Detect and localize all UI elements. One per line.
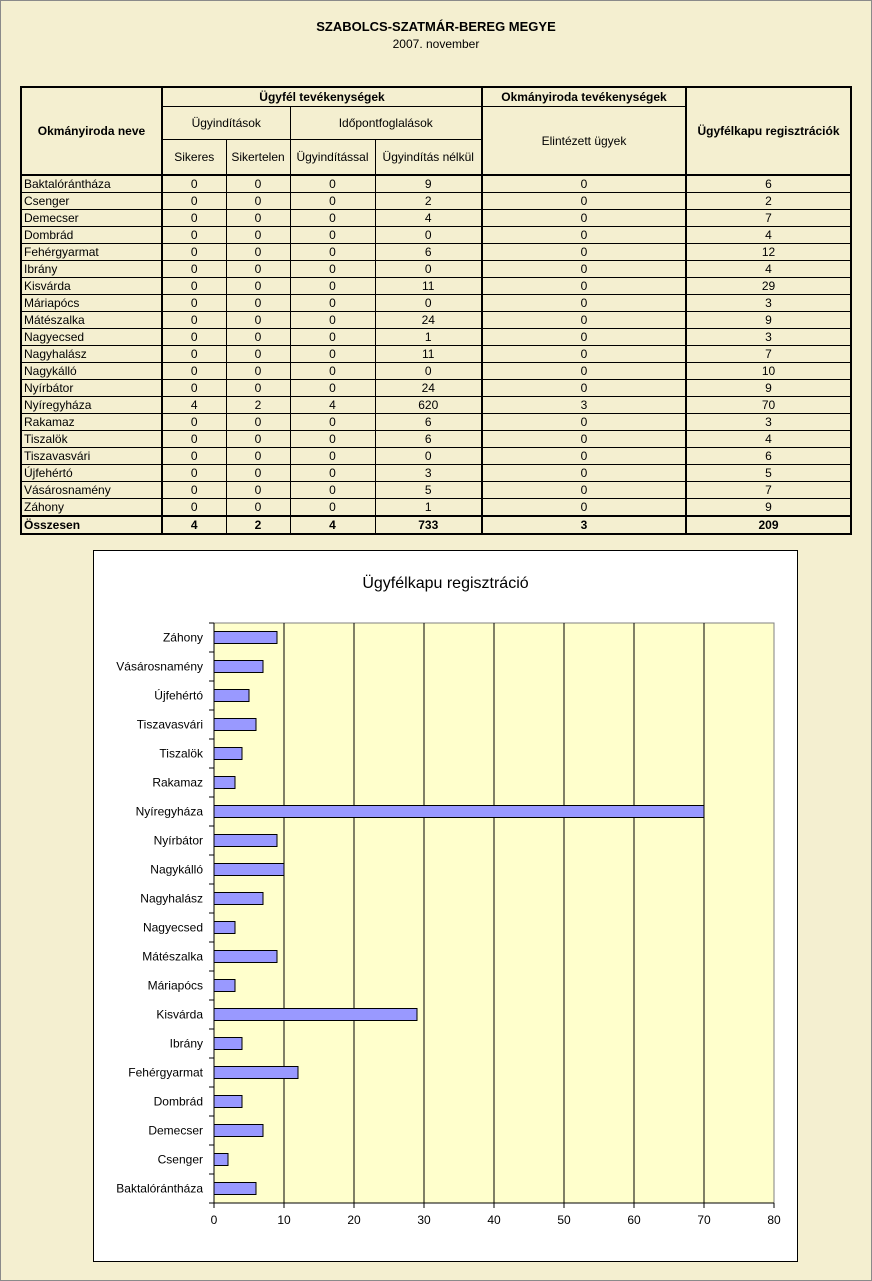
- value-cell: 4: [375, 210, 482, 227]
- header-with-initiation: Ügyindítással: [290, 140, 375, 176]
- value-cell: 0: [162, 295, 226, 312]
- table-row: [21, 329, 851, 346]
- value-cell: 0: [290, 346, 375, 363]
- y-category-label: Záhony: [162, 630, 203, 645]
- value-cell: 9: [686, 380, 851, 397]
- value-cell: 3: [686, 329, 851, 346]
- header-client-activities: Ügyfél tevékenységek: [162, 87, 482, 107]
- bar: [214, 806, 704, 818]
- y-category-label: Nyírbátor: [153, 833, 203, 848]
- y-category-label: Nyíregyháza: [135, 804, 203, 819]
- value-cell: 0: [226, 278, 290, 295]
- office-name-cell: Záhony: [21, 499, 162, 517]
- total-row: [21, 516, 851, 534]
- value-cell: 0: [162, 346, 226, 363]
- value-cell: 0: [226, 295, 290, 312]
- value-cell: 0: [226, 227, 290, 244]
- value-cell: 0: [162, 329, 226, 346]
- value-cell: 4: [686, 431, 851, 448]
- header-initiations: Ügyindítások: [162, 107, 290, 140]
- value-cell: 0: [162, 465, 226, 482]
- page-subtitle: 2007. november: [392, 37, 480, 51]
- value-cell: 0: [162, 312, 226, 329]
- bar: [214, 951, 277, 963]
- value-cell: 24: [375, 380, 482, 397]
- y-category-label: Csenger: [157, 1152, 203, 1167]
- value-cell: 6: [686, 175, 851, 193]
- value-cell: 9: [375, 175, 482, 193]
- value-cell: 0: [375, 295, 482, 312]
- value-cell: 7: [686, 482, 851, 499]
- statistics-table: [20, 86, 852, 535]
- y-category-label: Tiszavasvári: [136, 717, 203, 732]
- y-category-label: Nagyhalász: [140, 891, 203, 906]
- value-cell: 0: [162, 380, 226, 397]
- page-title: SZABOLCS-SZATMÁR-BEREG MEGYE: [316, 19, 556, 34]
- value-cell: 0: [482, 295, 686, 312]
- table-row: [21, 363, 851, 380]
- value-cell: 0: [482, 380, 686, 397]
- y-category-label: Dombrád: [153, 1094, 203, 1109]
- y-category-label: Mátészalka: [142, 949, 203, 964]
- table-row: [21, 482, 851, 499]
- y-category-label: Ibrány: [169, 1036, 203, 1051]
- value-cell: 0: [226, 431, 290, 448]
- x-tick-label: 50: [557, 1213, 571, 1227]
- value-cell: 2: [226, 397, 290, 414]
- office-name-cell: Baktalórántháza: [21, 175, 162, 193]
- bar: [214, 661, 263, 673]
- value-cell: 6: [686, 448, 851, 465]
- table-row: [21, 278, 851, 295]
- value-cell: 0: [290, 499, 375, 517]
- header-without-initiation: Ügyindítás nélkül: [375, 140, 482, 176]
- bar: [214, 893, 263, 905]
- office-name-cell: Nyírbátor: [21, 380, 162, 397]
- value-cell: 0: [162, 227, 226, 244]
- value-cell: 0: [482, 431, 686, 448]
- value-cell: 7: [686, 346, 851, 363]
- value-cell: 4: [686, 261, 851, 278]
- bar: [214, 1009, 417, 1021]
- value-cell: 0: [290, 465, 375, 482]
- x-tick-label: 0: [210, 1213, 218, 1227]
- y-category-label: Kisvárda: [156, 1007, 203, 1022]
- value-cell: 9: [686, 312, 851, 329]
- office-name-cell: Összesen: [21, 516, 162, 534]
- value-cell: 0: [482, 363, 686, 380]
- table-row: [21, 431, 851, 448]
- value-cell: 0: [226, 175, 290, 193]
- x-tick-label: 10: [277, 1213, 291, 1227]
- office-name-cell: Nagyecsed: [21, 329, 162, 346]
- value-cell: 5: [686, 465, 851, 482]
- value-cell: 0: [290, 261, 375, 278]
- value-cell: 0: [482, 414, 686, 431]
- value-cell: 0: [226, 380, 290, 397]
- value-cell: 0: [482, 193, 686, 210]
- y-category-label: Baktalórántháza: [116, 1181, 203, 1196]
- value-cell: 0: [482, 482, 686, 499]
- office-name-cell: Tiszavasvári: [21, 448, 162, 465]
- value-cell: 0: [482, 227, 686, 244]
- header-settled-cases: Elintézett ügyek: [482, 107, 686, 176]
- value-cell: 0: [290, 448, 375, 465]
- value-cell: 3: [482, 516, 686, 534]
- value-cell: 0: [290, 482, 375, 499]
- value-cell: 0: [162, 499, 226, 517]
- office-name-cell: Vásárosnamény: [21, 482, 162, 499]
- value-cell: 0: [162, 482, 226, 499]
- value-cell: 1: [375, 499, 482, 517]
- office-name-cell: Nagykálló: [21, 363, 162, 380]
- x-tick-label: 40: [487, 1213, 501, 1227]
- office-name-cell: Csenger: [21, 193, 162, 210]
- table-row: [21, 227, 851, 244]
- bar: [214, 1125, 263, 1137]
- value-cell: 0: [375, 363, 482, 380]
- bar: [214, 719, 256, 731]
- bar: [214, 690, 249, 702]
- value-cell: 9: [686, 499, 851, 517]
- value-cell: 0: [290, 175, 375, 193]
- value-cell: 0: [290, 210, 375, 227]
- value-cell: 0: [482, 175, 686, 193]
- bar: [214, 1183, 256, 1195]
- value-cell: 0: [290, 278, 375, 295]
- office-name-cell: Dombrád: [21, 227, 162, 244]
- header-registrations: Ügyfélkapu regisztrációk: [686, 87, 851, 175]
- value-cell: 0: [290, 431, 375, 448]
- value-cell: 12: [686, 244, 851, 261]
- value-cell: 1: [375, 329, 482, 346]
- y-category-label: Vásárosnamény: [116, 659, 203, 674]
- header-office-activities: Okmányiroda tevékenységek: [482, 87, 686, 107]
- value-cell: 2: [686, 193, 851, 210]
- table-row: [21, 414, 851, 431]
- bar: [214, 1096, 242, 1108]
- value-cell: 0: [290, 329, 375, 346]
- value-cell: 4: [162, 516, 226, 534]
- value-cell: 4: [686, 227, 851, 244]
- bar: [214, 980, 235, 992]
- value-cell: 0: [162, 261, 226, 278]
- bar: [214, 1067, 298, 1079]
- office-name-cell: Fehérgyarmat: [21, 244, 162, 261]
- table-row: [21, 312, 851, 329]
- value-cell: 0: [375, 448, 482, 465]
- value-cell: 2: [226, 516, 290, 534]
- table-row: [21, 380, 851, 397]
- table-row: [21, 210, 851, 227]
- bar: [214, 777, 235, 789]
- table-row: [21, 448, 851, 465]
- office-name-cell: Ibrány: [21, 261, 162, 278]
- table-row: [21, 499, 851, 517]
- bar: [214, 922, 235, 934]
- value-cell: 4: [290, 397, 375, 414]
- value-cell: 0: [226, 482, 290, 499]
- y-category-label: Nagyecsed: [142, 920, 203, 935]
- y-category-label: Tiszalök: [159, 746, 203, 761]
- value-cell: 620: [375, 397, 482, 414]
- value-cell: 3: [686, 295, 851, 312]
- value-cell: 0: [226, 363, 290, 380]
- value-cell: 0: [290, 193, 375, 210]
- value-cell: 2: [375, 193, 482, 210]
- value-cell: 0: [226, 312, 290, 329]
- value-cell: 0: [290, 414, 375, 431]
- value-cell: 0: [226, 414, 290, 431]
- value-cell: 0: [162, 193, 226, 210]
- value-cell: 0: [482, 346, 686, 363]
- value-cell: 11: [375, 346, 482, 363]
- chart-panel: [93, 550, 798, 1262]
- value-cell: 70: [686, 397, 851, 414]
- x-tick-label: 70: [697, 1213, 711, 1227]
- value-cell: 209: [686, 516, 851, 534]
- value-cell: 0: [290, 312, 375, 329]
- value-cell: 0: [162, 210, 226, 227]
- value-cell: 0: [162, 363, 226, 380]
- y-category-label: Máriapócs: [147, 978, 203, 993]
- value-cell: 10: [686, 363, 851, 380]
- y-category-label: Fehérgyarmat: [128, 1065, 203, 1080]
- value-cell: 0: [482, 312, 686, 329]
- table-row: [21, 295, 851, 312]
- office-name-cell: Demecser: [21, 210, 162, 227]
- value-cell: 0: [482, 499, 686, 517]
- value-cell: 0: [290, 295, 375, 312]
- table-row: [21, 346, 851, 363]
- value-cell: 0: [162, 431, 226, 448]
- table-row: [21, 465, 851, 482]
- value-cell: 0: [226, 261, 290, 278]
- x-tick-label: 80: [767, 1213, 781, 1227]
- value-cell: 4: [162, 397, 226, 414]
- y-category-label: Nagykálló: [150, 862, 203, 877]
- bar: [214, 748, 242, 760]
- value-cell: 733: [375, 516, 482, 534]
- value-cell: 0: [482, 210, 686, 227]
- header-appointments: Időpontfoglalások: [290, 107, 482, 140]
- table-row: [21, 261, 851, 278]
- bar: [214, 1038, 242, 1050]
- value-cell: 5: [375, 482, 482, 499]
- value-cell: 0: [162, 244, 226, 261]
- value-cell: 0: [226, 210, 290, 227]
- value-cell: 6: [375, 244, 482, 261]
- value-cell: 4: [290, 516, 375, 534]
- value-cell: 0: [290, 363, 375, 380]
- x-tick-label: 20: [347, 1213, 361, 1227]
- value-cell: 3: [686, 414, 851, 431]
- value-cell: 3: [375, 465, 482, 482]
- chart-title: Ügyfélkapu regisztráció: [362, 575, 529, 592]
- value-cell: 0: [482, 244, 686, 261]
- bar: [214, 1154, 228, 1166]
- office-name-cell: Máriapócs: [21, 295, 162, 312]
- value-cell: 0: [162, 414, 226, 431]
- value-cell: 0: [482, 261, 686, 278]
- value-cell: 0: [290, 244, 375, 261]
- value-cell: 0: [226, 193, 290, 210]
- value-cell: 6: [375, 414, 482, 431]
- table-row: [21, 244, 851, 261]
- value-cell: 0: [482, 278, 686, 295]
- value-cell: 0: [162, 175, 226, 193]
- value-cell: 0: [226, 346, 290, 363]
- value-cell: 0: [226, 465, 290, 482]
- value-cell: 0: [162, 448, 226, 465]
- value-cell: 0: [482, 329, 686, 346]
- bar-chart: [94, 551, 797, 1261]
- x-tick-label: 30: [417, 1213, 431, 1227]
- header-office-name: Okmányiroda neve: [21, 87, 162, 175]
- value-cell: 0: [226, 448, 290, 465]
- y-category-label: Rakamaz: [152, 775, 203, 790]
- bar: [214, 864, 284, 876]
- value-cell: 3: [482, 397, 686, 414]
- bar: [214, 835, 277, 847]
- x-tick-label: 60: [627, 1213, 641, 1227]
- value-cell: 24: [375, 312, 482, 329]
- value-cell: 7: [686, 210, 851, 227]
- value-cell: 0: [375, 261, 482, 278]
- value-cell: 0: [226, 329, 290, 346]
- value-cell: 0: [290, 380, 375, 397]
- value-cell: 6: [375, 431, 482, 448]
- value-cell: 0: [226, 244, 290, 261]
- value-cell: 0: [482, 448, 686, 465]
- bar: [214, 632, 277, 644]
- value-cell: 0: [482, 465, 686, 482]
- table-row: [21, 193, 851, 210]
- value-cell: 0: [226, 499, 290, 517]
- office-name-cell: Mátészalka: [21, 312, 162, 329]
- value-cell: 0: [162, 278, 226, 295]
- office-name-cell: Kisvárda: [21, 278, 162, 295]
- value-cell: 11: [375, 278, 482, 295]
- table-row: [21, 175, 851, 193]
- office-name-cell: Tiszalök: [21, 431, 162, 448]
- header-unsuccessful: Sikertelen: [226, 140, 290, 176]
- value-cell: 0: [375, 227, 482, 244]
- office-name-cell: Újfehértó: [21, 465, 162, 482]
- value-cell: 29: [686, 278, 851, 295]
- value-cell: 0: [290, 227, 375, 244]
- y-category-label: Újfehértó: [154, 688, 203, 703]
- office-name-cell: Nagyhalász: [21, 346, 162, 363]
- office-name-cell: Nyíregyháza: [21, 397, 162, 414]
- header-successful: Sikeres: [162, 140, 226, 176]
- table-row: [21, 397, 851, 414]
- y-category-label: Demecser: [148, 1123, 203, 1138]
- office-name-cell: Rakamaz: [21, 414, 162, 431]
